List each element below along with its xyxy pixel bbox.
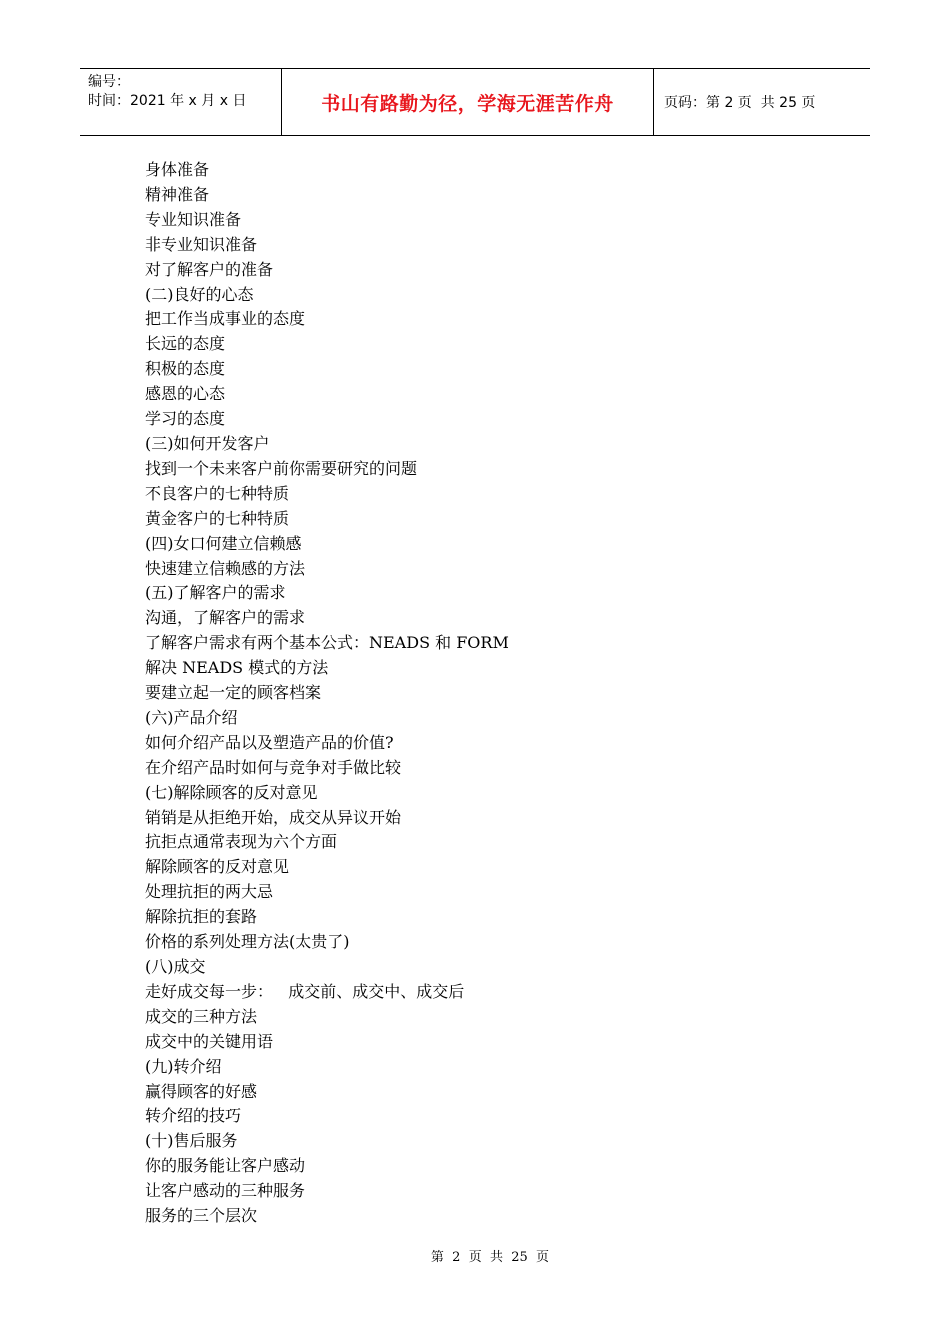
text-line: 把工作当成事业的态度 bbox=[145, 309, 306, 329]
header-page-info: 页码：第 2 页 共 25 页 bbox=[664, 95, 816, 111]
text-line: 学习的态度 bbox=[145, 409, 226, 429]
text-line: 成交的三种方法 bbox=[145, 1006, 258, 1026]
text-line: 处理抗拒的两大忌 bbox=[145, 882, 274, 902]
section-heading: (二)良好的心态 bbox=[145, 284, 254, 304]
text-line: 抗拒点通常表现为六个方面 bbox=[145, 832, 338, 852]
text-line: 解决 NEADS 模式的方法 bbox=[145, 658, 329, 678]
text-line: 赢得顾客的好感 bbox=[145, 1081, 258, 1101]
text-line: 身体准备 bbox=[145, 160, 210, 179]
text-line: 要建立起一定的顾客档案 bbox=[145, 683, 322, 703]
document-body bbox=[145, 158, 509, 1229]
text-line: 在介绍产品时如何与竞争对手做比较 bbox=[145, 757, 402, 777]
text-line: 感恩的心态 bbox=[145, 384, 226, 404]
section-heading: (六)产品介绍 bbox=[145, 707, 238, 727]
text-line: 销销是从拒绝开始，成交从异议开始 bbox=[145, 807, 402, 827]
text-line: 成交中的关键用语 bbox=[145, 1031, 274, 1051]
section-heading: (十)售后服务 bbox=[145, 1131, 238, 1151]
text-line: 了解客户需求有两个基本公式：NEADS 和 FORM bbox=[145, 633, 509, 653]
text-line: 走好成交每一步： 成交前、成交中、成交后 bbox=[145, 981, 465, 1001]
header-meta bbox=[80, 69, 282, 135]
section-heading: (八)成交 bbox=[145, 957, 206, 976]
text-line: 非专业知识准备 bbox=[145, 234, 258, 254]
text-line: 积极的态度 bbox=[145, 359, 226, 379]
text-line: 快速建立信赖感的方法 bbox=[145, 558, 306, 578]
section-heading: (五)了解客户的需求 bbox=[145, 583, 286, 603]
header-motto: 书山有路勤为径，学海无涯苦作舟 bbox=[282, 69, 654, 135]
text-line: 沟通，了解客户的需求 bbox=[145, 608, 306, 628]
text-line: 服务的三个层次 bbox=[145, 1206, 258, 1226]
text-line: 对了解客户的准备 bbox=[145, 259, 274, 279]
section-heading: (七)解除顾客的反对意见 bbox=[145, 782, 318, 802]
section-heading: (三)如何开发客户 bbox=[145, 433, 270, 453]
text-line: 不良客户的七种特质 bbox=[145, 483, 290, 503]
text-line: 黄金客户的七种特质 bbox=[145, 508, 290, 528]
section-heading: (四)女口何建立信赖感 bbox=[145, 533, 302, 553]
text-line: 价格的系列处理方法(太贵了) bbox=[145, 932, 350, 952]
page-footer: 第 2 页 共 25 页 bbox=[430, 1250, 550, 1265]
number-label: 编号： bbox=[88, 74, 130, 90]
text-line: 如何介绍产品以及塑造产品的价值? bbox=[145, 732, 394, 752]
text-line: 长远的态度 bbox=[145, 334, 226, 354]
text-line: 你的服务能让客户感动 bbox=[145, 1156, 306, 1176]
text-line: 专业知识准备 bbox=[145, 209, 242, 229]
section-heading: (九)转介绍 bbox=[145, 1056, 222, 1076]
text-line: 找到一个未来客户前你需要研究的问题 bbox=[145, 458, 418, 478]
text-line: 解除顾客的反对意见 bbox=[145, 857, 290, 877]
date-label: 时间：2021 年 x 月 x 日 bbox=[88, 93, 247, 109]
text-line: 精神准备 bbox=[145, 184, 210, 204]
text-line: 解除抗拒的套路 bbox=[145, 907, 258, 927]
text-line: 转介绍的技巧 bbox=[145, 1106, 242, 1126]
text-line: 让客户感动的三种服务 bbox=[145, 1181, 306, 1201]
page-header bbox=[80, 68, 870, 136]
